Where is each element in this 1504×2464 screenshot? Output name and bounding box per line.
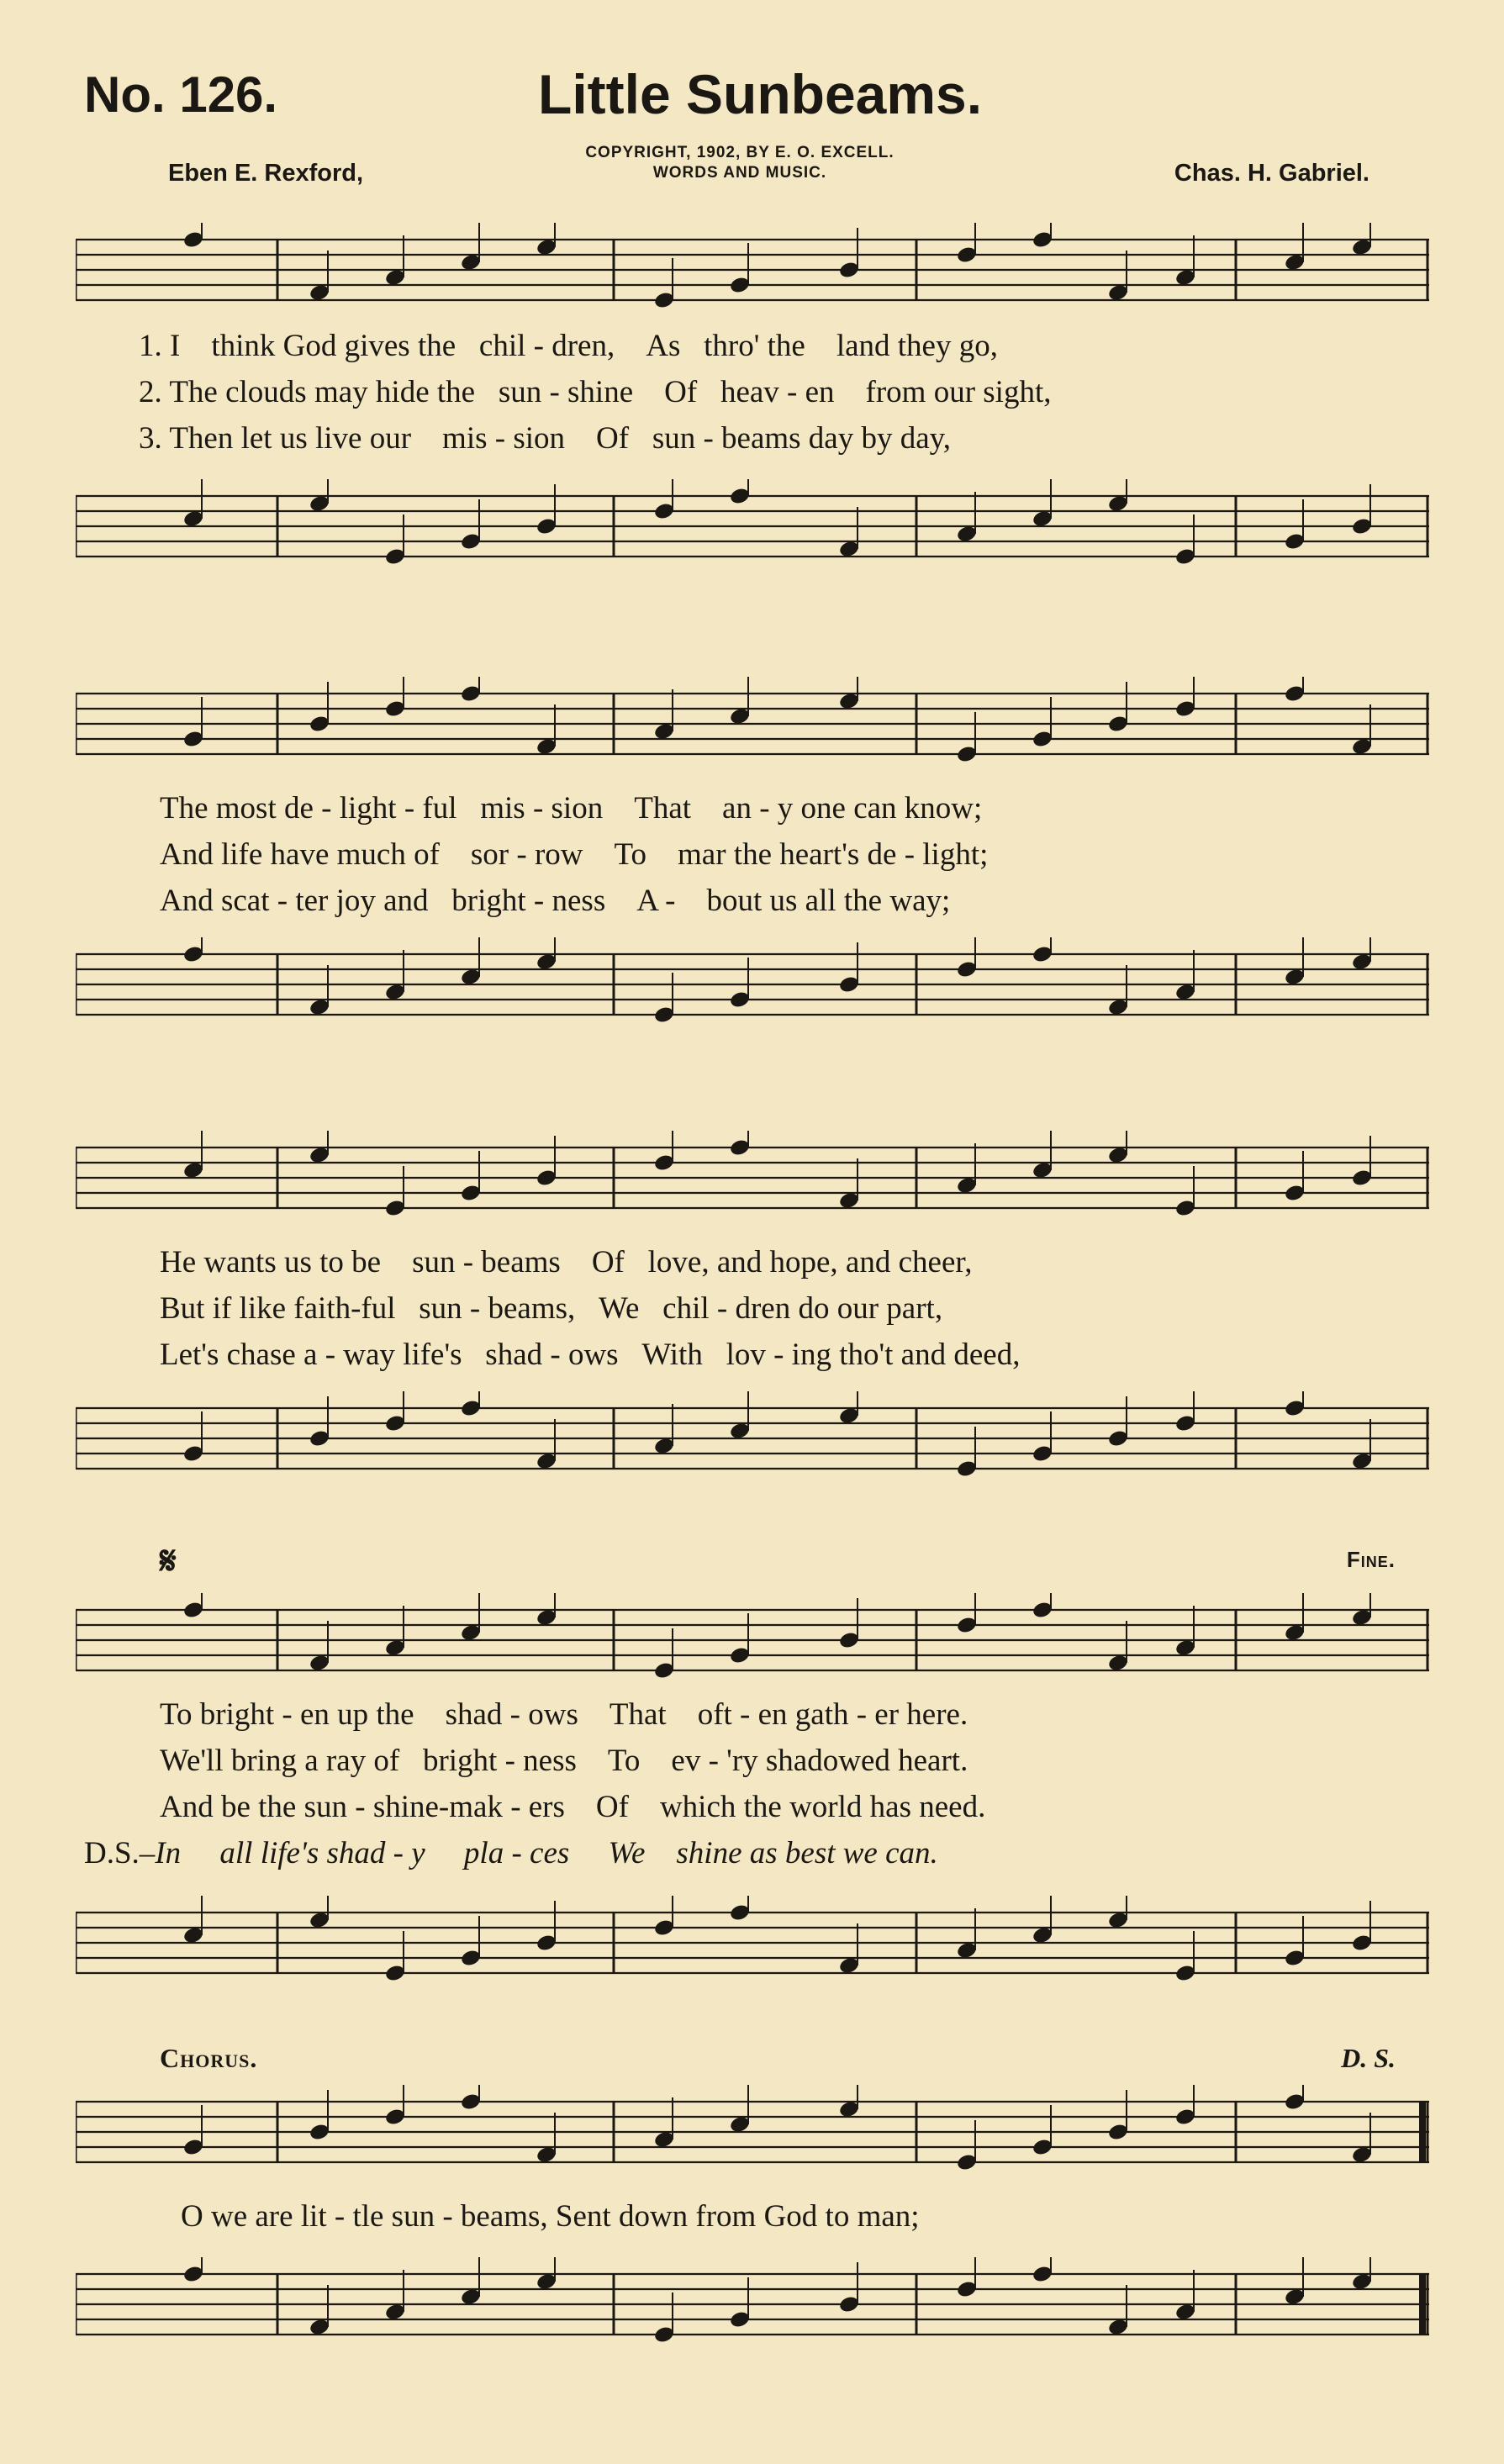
hymn-number: No. 126. bbox=[84, 66, 278, 123]
bass-staff bbox=[76, 2257, 1429, 2366]
treble-staff bbox=[76, 677, 1429, 786]
lyric-line-1: To bright - en up the shad - ows That oft - en gath - er here. bbox=[160, 1697, 968, 1732]
ds-lyric-line: D.S.–In all life's shad - y pla - ces We shine as best we can. bbox=[84, 1836, 938, 1870]
lyric-line-2: We'll bring a ray of bright - ness To ev - 'ry shadowed heart. bbox=[160, 1744, 968, 1778]
treble-staff bbox=[76, 1131, 1429, 1240]
copyright-line-1: COPYRIGHT, 1902, BY E. O. EXCELL. bbox=[585, 144, 894, 161]
ds-marking: D. S. bbox=[1341, 2043, 1396, 2073]
treble-staff bbox=[76, 2085, 1429, 2194]
music-system-5-chorus bbox=[76, 2034, 1429, 2387]
lyric-line-2: And life have much of sor - row To mar the heart's de - light; bbox=[160, 837, 989, 872]
lyric-line-1: The most de - light - ful mis - sion That an - y one can know; bbox=[160, 791, 983, 826]
treble-staff bbox=[76, 223, 1429, 332]
music-system-4 bbox=[76, 1538, 1429, 2026]
lyric-line-2: 2. The clouds may hide the sun - shine Of heav - en from our sight, bbox=[139, 375, 1052, 409]
bass-staff bbox=[76, 479, 1429, 588]
music-system-1 bbox=[76, 202, 1429, 588]
chorus-lyric-line: O we are lit - tle sun - beams, Sent down from God to man; bbox=[181, 2199, 920, 2234]
lyric-line-1: 1. I think God gives the chil - dren, As thro' the land they go, bbox=[139, 329, 998, 363]
final-bar bbox=[1419, 2274, 1426, 2335]
composer-credit: Chas. H. Gabriel. bbox=[1174, 160, 1369, 187]
music-system-2 bbox=[76, 656, 1429, 1059]
lyric-line-3: Let's chase a - way life's shad - ows With lov - ing tho't and deed, bbox=[160, 1338, 1021, 1372]
bass-staff bbox=[76, 1896, 1429, 2005]
bass-staff bbox=[76, 937, 1429, 1047]
hymn-title: Little Sunbeams. bbox=[538, 63, 983, 125]
chorus-marking: Chorus. bbox=[160, 2043, 258, 2073]
segno-sign: 𝄋 bbox=[160, 1539, 177, 1582]
lyric-line-3: 3. Then let us live our mis - sion Of sun - beams day by day, bbox=[139, 421, 951, 456]
copyright-notice bbox=[504, 143, 975, 183]
treble-staff bbox=[76, 1593, 1429, 1702]
bass-staff bbox=[76, 1391, 1429, 1501]
copyright-line-2: WORDS AND MUSIC. bbox=[652, 164, 827, 182]
lyric-line-3: And scat - ter joy and bright - ness A - bout us all the way; bbox=[160, 884, 951, 918]
lyric-line-3: And be the sun - shine-mak - ers Of which the world has need. bbox=[160, 1790, 986, 1824]
final-bar bbox=[1419, 2102, 1426, 2162]
fine-marking: Fine. bbox=[1346, 1547, 1396, 1572]
lyricist-credit: Eben E. Rexford, bbox=[168, 160, 364, 187]
music-system-3 bbox=[76, 1110, 1429, 1513]
lyric-line-1: He wants us to be sun - beams Of love, and hope, and cheer, bbox=[160, 1245, 973, 1279]
lyric-line-2: But if like faith-ful sun - beams, We chil - dren do our part, bbox=[160, 1291, 943, 1326]
